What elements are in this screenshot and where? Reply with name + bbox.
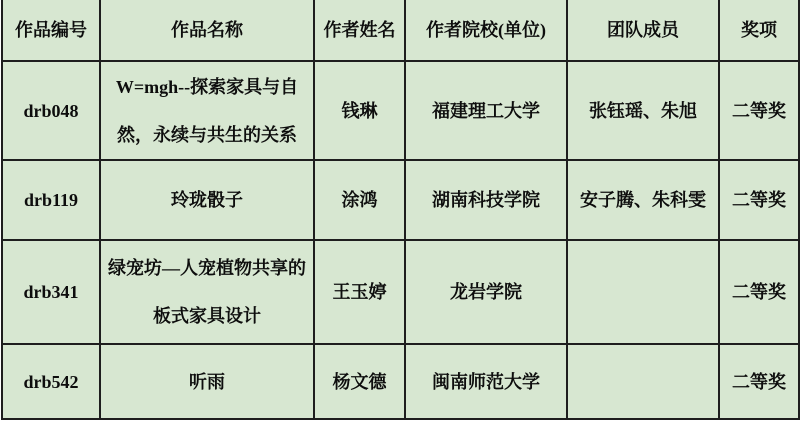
cell-team-members: 张钰瑶、朱旭 xyxy=(567,61,719,160)
cell-author-name: 钱琳 xyxy=(314,61,405,160)
cell-author-school: 福建理工大学 xyxy=(405,61,567,160)
cell-award: 二等奖 xyxy=(719,344,799,419)
cell-work-name: 绿宠坊—人宠植物共享的板式家具设计 xyxy=(100,240,314,344)
cell-work-name: W=mgh--探索家具与自然，永续与共生的关系 xyxy=(100,61,314,160)
header-team-members: 团队成员 xyxy=(567,0,719,61)
table-row xyxy=(2,240,799,344)
cell-work-id: drb048 xyxy=(2,61,100,160)
header-award: 奖项 xyxy=(719,0,799,61)
header-row xyxy=(2,0,799,61)
cell-author-school: 龙岩学院 xyxy=(405,240,567,344)
table-row xyxy=(2,160,799,240)
header-author-name: 作者姓名 xyxy=(314,0,405,61)
cell-team-members: 安子腾、朱科雯 xyxy=(567,160,719,240)
cell-award: 二等奖 xyxy=(719,61,799,160)
awards-table xyxy=(1,0,800,420)
cell-award: 二等奖 xyxy=(719,160,799,240)
cell-award: 二等奖 xyxy=(719,240,799,344)
header-work-name: 作品名称 xyxy=(100,0,314,61)
cell-work-id: drb542 xyxy=(2,344,100,419)
header-work-id: 作品编号 xyxy=(2,0,100,61)
table-row xyxy=(2,344,799,419)
cell-author-name: 王玉婷 xyxy=(314,240,405,344)
cell-author-school: 湖南科技学院 xyxy=(405,160,567,240)
cell-work-name: 玲珑骰子 xyxy=(100,160,314,240)
header-author-school: 作者院校(单位) xyxy=(405,0,567,61)
cell-work-id: drb119 xyxy=(2,160,100,240)
cell-work-name: 听雨 xyxy=(100,344,314,419)
cell-author-name: 涂鸿 xyxy=(314,160,405,240)
cell-author-name: 杨文德 xyxy=(314,344,405,419)
cell-team-members xyxy=(567,240,719,344)
cell-work-id: drb341 xyxy=(2,240,100,344)
table-row xyxy=(2,61,799,160)
cell-team-members xyxy=(567,344,719,419)
cell-author-school: 闽南师范大学 xyxy=(405,344,567,419)
